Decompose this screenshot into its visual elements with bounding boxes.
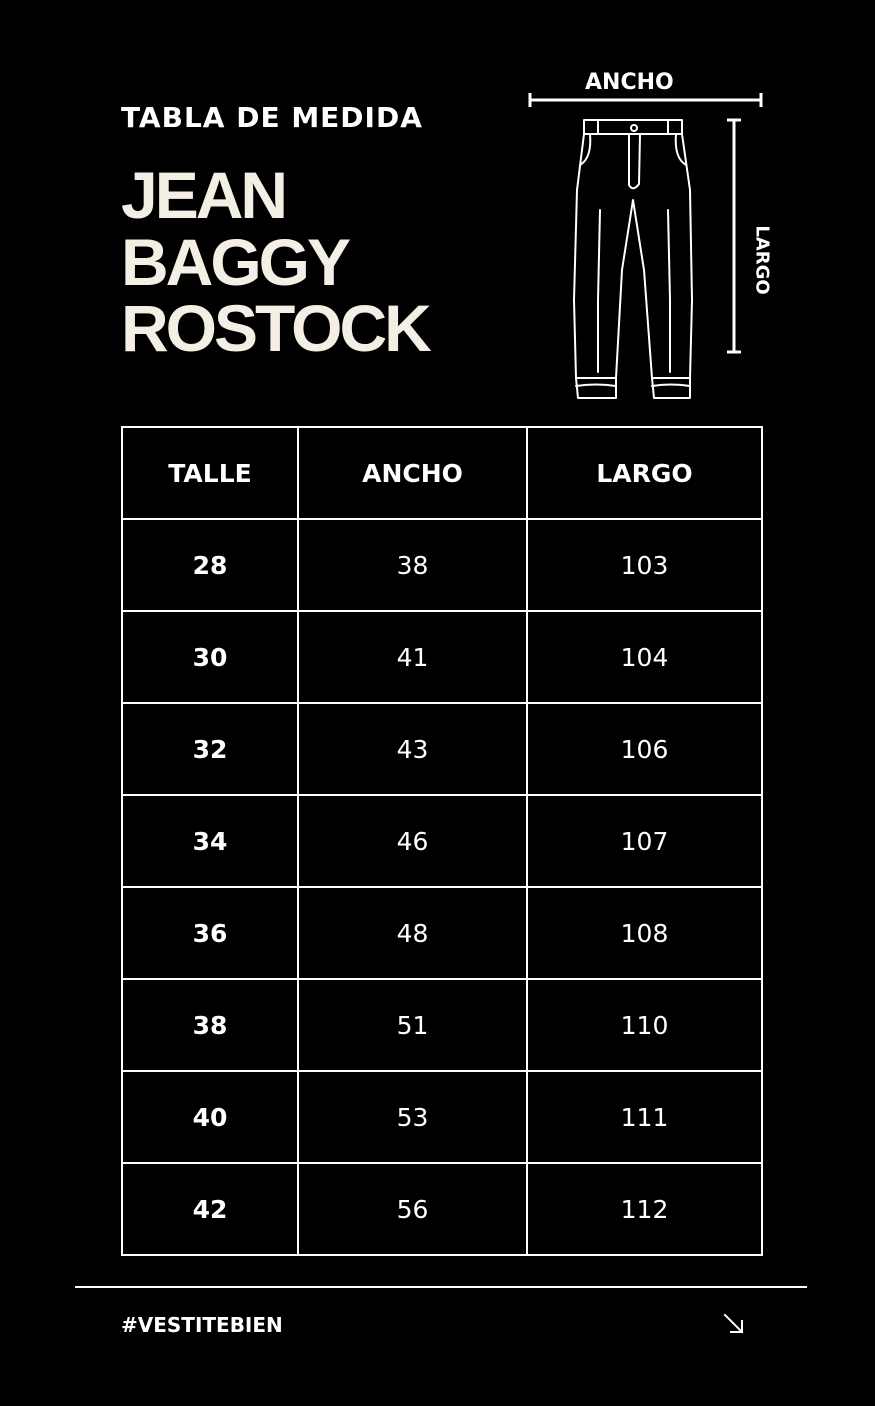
size-chart-table <box>121 426 763 1256</box>
size-cell: 34 <box>122 795 298 887</box>
pants-measure-diagram <box>520 66 780 411</box>
table-row <box>122 1071 762 1163</box>
size-cell: 42 <box>122 1163 298 1255</box>
table-row <box>122 887 762 979</box>
width-cell: 53 <box>298 1071 527 1163</box>
table-row <box>122 1163 762 1255</box>
page-subtitle: TABLA DE MEDIDA <box>121 101 423 134</box>
length-cell: 111 <box>527 1071 762 1163</box>
width-cell: 56 <box>298 1163 527 1255</box>
table-row <box>122 795 762 887</box>
pants-outline-icon <box>574 120 692 398</box>
size-cell: 32 <box>122 703 298 795</box>
product-title-line-2: BAGGY <box>121 225 349 299</box>
table-row <box>122 979 762 1071</box>
table-row <box>122 611 762 703</box>
product-title-line-1: JEAN <box>121 158 286 232</box>
width-cell: 48 <box>298 887 527 979</box>
length-cell: 104 <box>527 611 762 703</box>
arrow-down-right-icon <box>722 1312 746 1336</box>
length-cell: 106 <box>527 703 762 795</box>
size-cell: 36 <box>122 887 298 979</box>
size-cell: 28 <box>122 519 298 611</box>
width-cell: 41 <box>298 611 527 703</box>
length-cell: 108 <box>527 887 762 979</box>
footer-divider <box>75 1286 807 1288</box>
footer-hashtag: #VESTITEBIEN <box>121 1313 283 1337</box>
width-dimension-line <box>530 93 761 107</box>
length-cell: 112 <box>527 1163 762 1255</box>
length-dimension-line <box>727 120 741 352</box>
length-cell: 103 <box>527 519 762 611</box>
table-row <box>122 703 762 795</box>
table-row <box>122 519 762 611</box>
width-cell: 38 <box>298 519 527 611</box>
column-header-length: LARGO <box>527 427 762 519</box>
table-header-row <box>122 427 762 519</box>
length-dimension-label: LARGO <box>751 225 773 295</box>
length-cell: 110 <box>527 979 762 1071</box>
column-header-size: TALLE <box>122 427 298 519</box>
width-cell: 43 <box>298 703 527 795</box>
length-cell: 107 <box>527 795 762 887</box>
column-header-width: ANCHO <box>298 427 527 519</box>
size-cell: 40 <box>122 1071 298 1163</box>
width-cell: 51 <box>298 979 527 1071</box>
product-title-line-3: ROSTOCK <box>121 291 429 365</box>
width-dimension-label: ANCHO <box>585 70 674 95</box>
width-cell: 46 <box>298 795 527 887</box>
size-cell: 38 <box>122 979 298 1071</box>
size-cell: 30 <box>122 611 298 703</box>
